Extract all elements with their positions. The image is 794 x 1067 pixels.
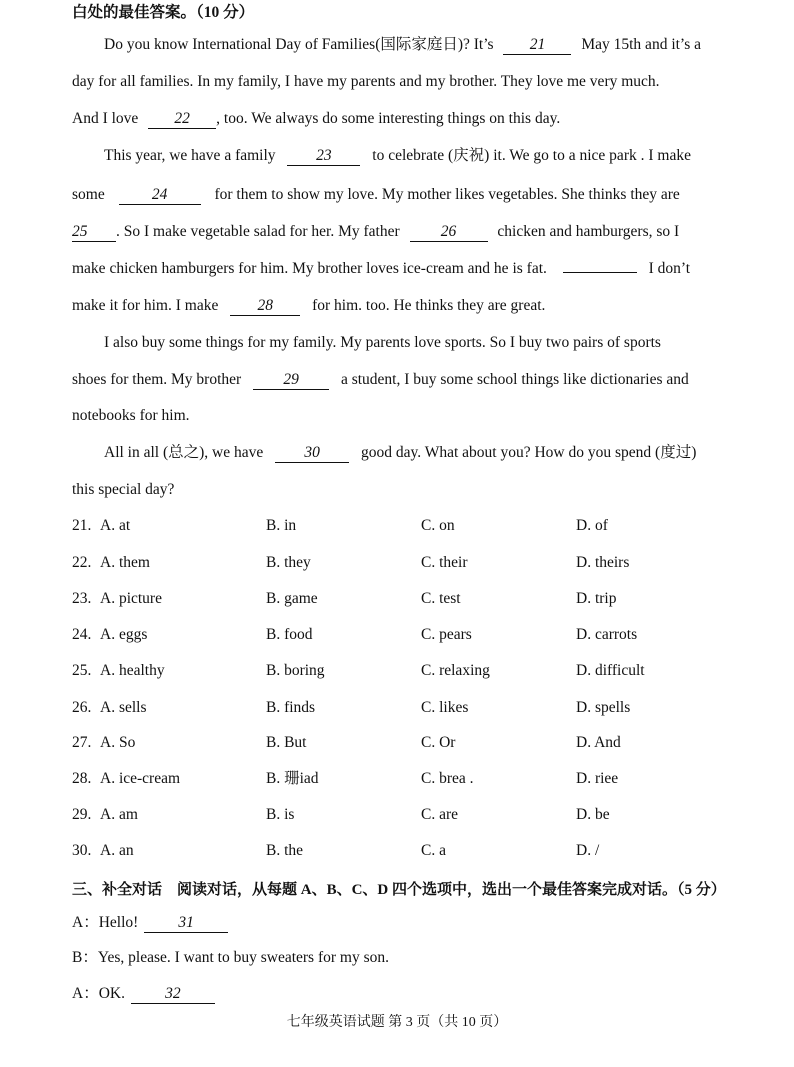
dialogue-line: A：Hello! 31 xyxy=(72,913,767,933)
section-3-heading: 三、补全对话 阅读对话，从每题 A、B、C、D 四个选项中，选出一个最佳答案完成对话。（5 分） xyxy=(72,882,726,898)
option-c[interactable]: C. test xyxy=(421,590,461,607)
dialogue-line: A：OK. 32 xyxy=(72,984,767,1004)
option-a[interactable]: A. an xyxy=(100,842,134,859)
option-a[interactable]: A. them xyxy=(100,554,150,571)
question-options-21 xyxy=(72,516,772,536)
blank-31: 31 xyxy=(144,914,228,933)
option-b[interactable]: B. is xyxy=(266,806,295,823)
question-options-27 xyxy=(72,733,772,753)
blank-23: 23 xyxy=(287,147,360,166)
option-a[interactable]: A. So xyxy=(100,734,136,751)
option-a[interactable]: A. at xyxy=(100,517,131,534)
passage-line: Do you know International Day of Families(国际家庭日)? It’s 21 May 15th and it’s a xyxy=(104,36,702,53)
option-c[interactable]: C. on xyxy=(421,517,455,534)
blank-28: 28 xyxy=(230,297,300,316)
passage-line: All in all (总之), we have 30 good day. What about you? How do you spend (度过) xyxy=(104,444,697,461)
option-c[interactable]: C. relaxing xyxy=(421,662,490,679)
blank-29: 29 xyxy=(253,371,329,390)
question-number: 26. xyxy=(72,699,92,716)
option-c[interactable]: C. are xyxy=(421,806,459,823)
option-b[interactable]: B. the xyxy=(266,842,304,859)
passage-line: This year, we have a family 23 to celebrate (庆祝) it. We go to a nice park . I make xyxy=(104,147,691,164)
option-d[interactable]: D. riee xyxy=(576,770,619,787)
question-options-23 xyxy=(72,589,772,609)
passage-line: make it for him. I make 28 for him. too. He thinks they are great. xyxy=(72,297,546,314)
option-b[interactable]: B. in xyxy=(266,517,297,534)
blank-25: 25 xyxy=(72,223,116,242)
option-c[interactable]: C. likes xyxy=(421,699,469,716)
question-options-29 xyxy=(72,805,772,825)
question-number: 28. xyxy=(72,770,92,787)
question-options-28 xyxy=(72,769,772,789)
question-number: 25. xyxy=(72,662,92,679)
section-instruction-tail: 白处的最佳答案。（10 分） xyxy=(72,4,255,21)
option-d[interactable]: D. be xyxy=(576,806,610,823)
blank-22: 22 xyxy=(148,110,216,129)
blank-27 xyxy=(563,272,637,273)
question-number: 30. xyxy=(72,842,92,859)
option-c[interactable]: C. pears xyxy=(421,626,472,643)
question-options-24 xyxy=(72,625,772,645)
passage-line: notebooks for him. xyxy=(72,407,190,424)
option-d[interactable]: D. / xyxy=(576,842,600,859)
question-number: 29. xyxy=(72,806,92,823)
option-a[interactable]: A. picture xyxy=(100,590,162,607)
passage-line: make chicken hamburgers for him. My brother loves ice-cream and he is fat. I don’t xyxy=(72,260,691,277)
passage-line: And I love 22 , too. We always do some interesting things on this day. xyxy=(72,110,561,127)
option-c[interactable]: C. their xyxy=(421,554,468,571)
page-footer: 七年级英语试题 第 3 页（共 10 页） xyxy=(286,1015,508,1030)
option-d[interactable]: D. carrots xyxy=(576,626,638,643)
option-d[interactable]: D. theirs xyxy=(576,554,630,571)
option-b[interactable]: B. food xyxy=(266,626,313,643)
blank-32: 32 xyxy=(131,985,215,1004)
question-number: 23. xyxy=(72,590,92,607)
question-options-22 xyxy=(72,553,772,573)
option-b[interactable]: B. boring xyxy=(266,662,325,679)
option-a[interactable]: A. eggs xyxy=(100,626,148,643)
blank-24: 24 xyxy=(119,186,201,205)
option-d[interactable]: D. And xyxy=(576,734,621,751)
question-number: 27. xyxy=(72,734,92,751)
question-number: 21. xyxy=(72,517,92,534)
option-c[interactable]: C. brea . xyxy=(421,770,474,787)
passage-line: day for all families. In my family, I have my parents and my brother. They love me very much. xyxy=(72,73,660,90)
option-b[interactable]: B. game xyxy=(266,590,318,607)
option-b[interactable]: B. they xyxy=(266,554,311,571)
option-a[interactable]: A. sells xyxy=(100,699,147,716)
option-c[interactable]: C. Or xyxy=(421,734,456,751)
passage-line: 25 . So I make vegetable salad for her. My father 26 chicken and hamburgers, so I xyxy=(72,223,680,240)
option-d[interactable]: D. trip xyxy=(576,590,617,607)
dialogue-line: B：Yes, please. I want to buy sweaters for my son. xyxy=(72,949,389,966)
option-b[interactable]: B. 珊iad xyxy=(266,770,319,787)
option-d[interactable]: D. spells xyxy=(576,699,631,716)
question-options-30 xyxy=(72,841,772,861)
passage-line: some 24 for them to show my love. My mother likes vegetables. She thinks they are xyxy=(72,186,680,203)
question-number: 24. xyxy=(72,626,92,643)
passage-line: shoes for them. My brother 29 a student, I buy some school things like dictionaries and xyxy=(72,371,689,388)
question-options-25 xyxy=(72,661,772,681)
option-a[interactable]: A. ice-cream xyxy=(100,770,181,787)
option-b[interactable]: B. But xyxy=(266,734,307,751)
passage-line: this special day? xyxy=(72,481,175,498)
blank-26: 26 xyxy=(410,223,488,242)
question-number: 22. xyxy=(72,554,92,571)
option-a[interactable]: A. healthy xyxy=(100,662,165,679)
option-a[interactable]: A. am xyxy=(100,806,138,823)
blank-30: 30 xyxy=(275,444,349,463)
option-c[interactable]: C. a xyxy=(421,842,446,859)
option-d[interactable]: D. difficult xyxy=(576,662,645,679)
option-b[interactable]: B. finds xyxy=(266,699,316,716)
passage-line: I also buy some things for my family. My parents love sports. So I buy two pairs of sports xyxy=(104,334,661,351)
blank-21: 21 xyxy=(503,36,571,55)
option-d[interactable]: D. of xyxy=(576,517,608,534)
question-options-26 xyxy=(72,698,772,718)
